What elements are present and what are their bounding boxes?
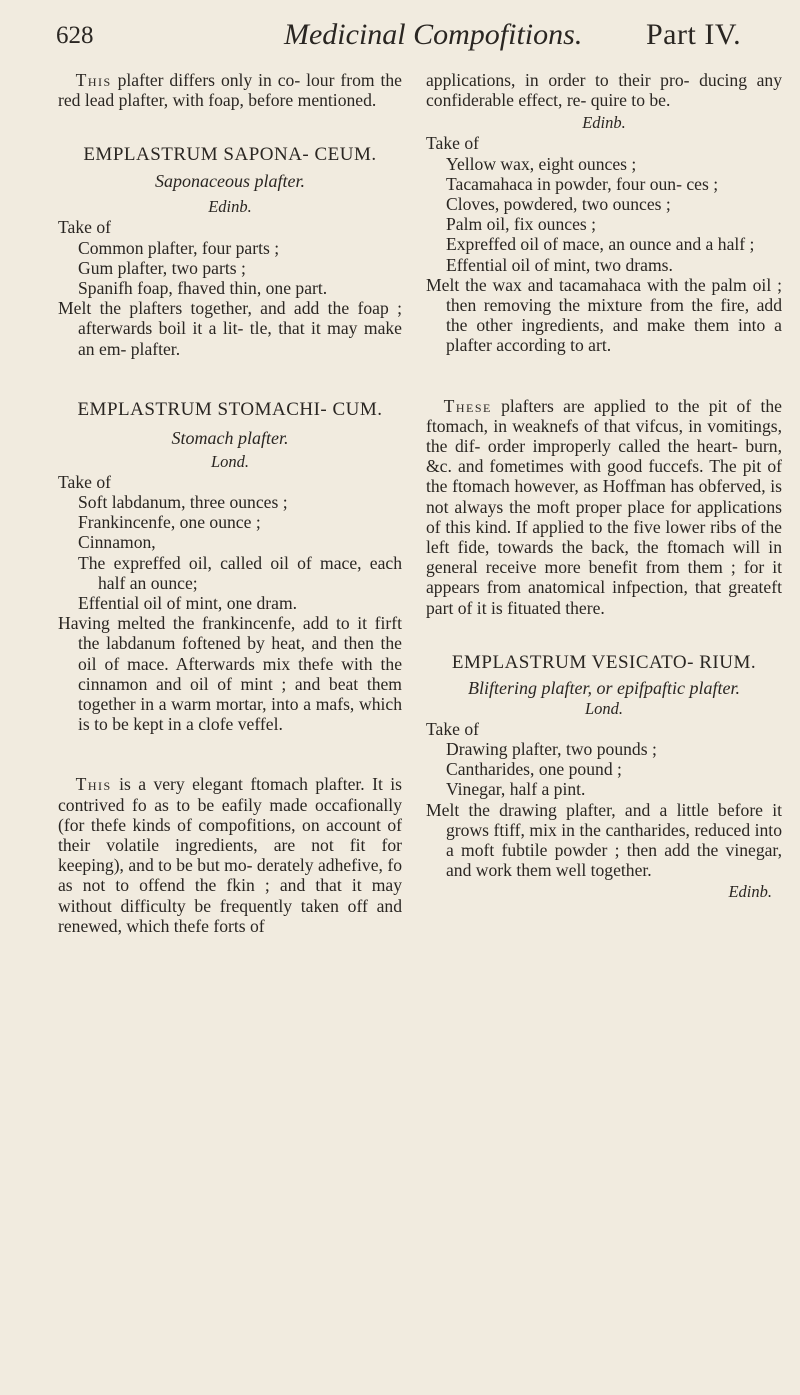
take-of-label: Take of xyxy=(58,471,111,492)
instructions-paragraph: Melt the plafters together, and add the foap ; afterwards boil it a lit- tle, that it may make an em- plafter. xyxy=(58,298,402,359)
commentary-paragraph xyxy=(58,774,402,936)
ingredient-item: Effential oil of mint, two drams. xyxy=(446,254,673,275)
ingredient-item: Drawing plafter, two pounds ; xyxy=(446,739,657,760)
take-of-label: Take of xyxy=(426,718,479,739)
ingredient-item: Soft labdanum, three ounces ; xyxy=(78,492,288,513)
section-heading-saponaceum: EMPLASTRUM SAPONA- CEUM. xyxy=(83,144,377,166)
ingredient-item: Cloves, powdered, two ounces ; xyxy=(446,194,671,215)
section-source: Edinb. xyxy=(582,113,626,133)
section-english-name: Stomach plafter. xyxy=(171,427,289,448)
section-source: Lond. xyxy=(584,698,624,718)
section-source: Lond. xyxy=(210,451,250,471)
ingredient-item: Expreffed oil of mace, an ounce and a half ; xyxy=(446,234,755,255)
intro-lead-word: This xyxy=(75,70,112,90)
ingredient-item: The expreffed oil, called oil of mace, each half an ounce; xyxy=(78,552,402,593)
commentary-lead-word: These xyxy=(443,395,492,416)
ingredient-item: Cinnamon, xyxy=(78,532,156,553)
commentary-text: plafters are applied to the pit of the ftomach, in weaknefs of that vifcus, in vomitings, the dif- order improperly called the heart- burn, &c. and fometimes with good fuccefs. The pit of the ftomach however, as Hoffman has obferved, is not always the moft proper place for applications of this kind. If applied to the five lower ribs of the left fide, towards the back, the ftomach will in general receive more benefit from them ; for it appears from anatomical infpection, that greateft part of it is fituated there. xyxy=(426,395,782,618)
ingredient-item: Frankincenfe, one ounce ; xyxy=(78,512,261,533)
ingredient-item: Vinegar, half a pint. xyxy=(446,779,586,800)
ingredient-item: Tacamahaca in powder, four oun- ces ; xyxy=(446,173,719,194)
running-title: Medicinal Compofitions. xyxy=(284,18,583,51)
ingredient-item: Effential oil of mint, one dram. xyxy=(78,593,298,614)
ingredient-item: Gum plafter, two parts ; xyxy=(78,257,246,278)
ingredient-item: Cantharides, one pound ; xyxy=(446,759,622,780)
commentary-paragraph xyxy=(426,396,782,618)
section-source: Edinb. xyxy=(208,197,252,217)
section-heading-stomachicum: EMPLASTRUM STOMACHI- CUM. xyxy=(77,398,383,420)
part-label: Part IV. xyxy=(646,18,742,51)
catchword: Edinb. xyxy=(728,881,772,901)
ingredient-item: Yellow wax, eight ounces ; xyxy=(446,153,637,174)
instructions-paragraph: Having melted the frankincenfe, add to it firft the labdanum foftened by heat, and then the oil of mace. Afterwards mix thefe with the cinnamon and oil of mint ; and beat them together in a warm mortar, into a mafs, which is to be kept in a clofe veffel. xyxy=(58,613,402,735)
take-of-label: Take of xyxy=(58,217,111,238)
commentary-text: is a very elegant ftomach plafter. It is contrived fo as to be eafily made occafionally (for thefe kinds of compofitions, on account of their volatile ingredients, are not fit for keeping), and to be but mo- derately adhefive, fo as not to offend the fkin ; and that it may without difficulty be frequently taken off and renewed, which thefe forts of xyxy=(58,774,402,936)
ingredient-item: Palm oil, fix ounces ; xyxy=(446,214,597,235)
running-header xyxy=(56,18,786,58)
intro-paragraph xyxy=(58,70,402,110)
right-column xyxy=(426,70,782,902)
instructions-paragraph: Melt the drawing plafter, and a little before it grows ftiff, mix in the cantharides, reduced into a moft fubtile powder ; then add the vinegar, and work them well together. xyxy=(426,799,782,881)
section-heading-vesicatorium: EMPLASTRUM VESICATO- RIUM. xyxy=(451,651,757,673)
left-column xyxy=(58,70,402,936)
section-english-name: Saponaceous plafter. xyxy=(155,171,305,192)
continued-paragraph: applications, in order to their pro- ducing any confiderable effect, re- quire to be. xyxy=(426,70,782,111)
intro-text: plafter differs only in co- lour from the red lead plafter, with foap, before mentioned. xyxy=(58,70,402,111)
page-number: 628 xyxy=(56,22,94,49)
instructions-paragraph: Melt the wax and tacamahaca with the palm oil ; then removing the mixture from the fire, add the other ingredients, and make them into a plafter according to art. xyxy=(426,274,782,356)
ingredient-item: Spanifh foap, fhaved thin, one part. xyxy=(78,278,328,299)
take-of-label: Take of xyxy=(426,133,479,154)
ingredient-item: Common plafter, four parts ; xyxy=(78,237,280,258)
commentary-lead-word: This xyxy=(75,774,112,795)
section-english-name: Bliftering plafter, or epifpaftic plafter. xyxy=(468,677,740,698)
